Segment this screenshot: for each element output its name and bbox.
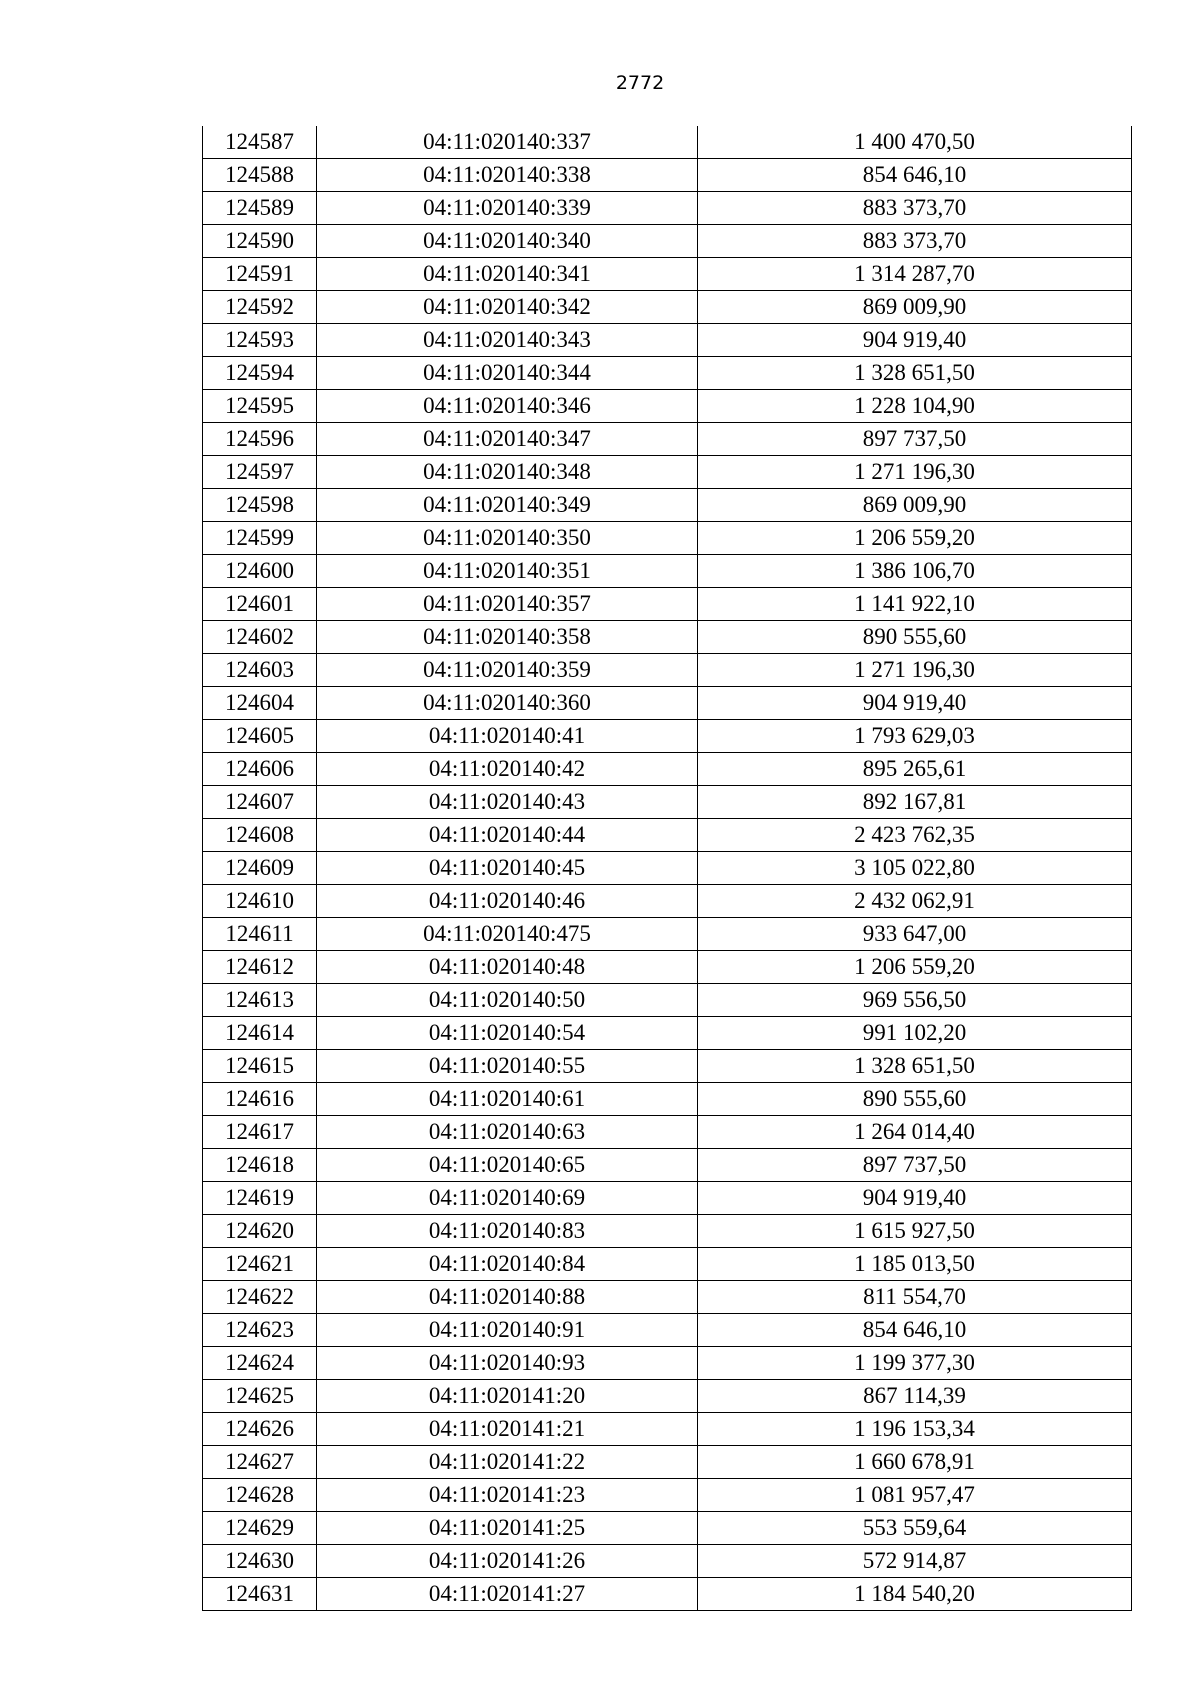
- cadastral-number-cell: 04:11:020140:84: [317, 1248, 698, 1281]
- cadastral-number-cell: 04:11:020140:338: [317, 159, 698, 192]
- row-number-cell: 124629: [203, 1512, 317, 1545]
- cadastral-value-cell: 883 373,70: [698, 192, 1132, 225]
- cadastral-number-cell: 04:11:020141:26: [317, 1545, 698, 1578]
- table-row: [203, 489, 1132, 522]
- cadastral-value-cell: 904 919,40: [698, 324, 1132, 357]
- row-number-cell: 124587: [203, 126, 317, 159]
- table-row: [203, 1050, 1132, 1083]
- table-row: [203, 522, 1132, 555]
- cadastral-value-cell: 3 105 022,80: [698, 852, 1132, 885]
- cadastral-number-cell: 04:11:020140:42: [317, 753, 698, 786]
- row-number-cell: 124625: [203, 1380, 317, 1413]
- cadastral-number-cell: 04:11:020140:69: [317, 1182, 698, 1215]
- cadastral-value-cell: 1 185 013,50: [698, 1248, 1132, 1281]
- cadastral-value-cell: 1 228 104,90: [698, 390, 1132, 423]
- table-row: [203, 1182, 1132, 1215]
- cadastral-number-cell: 04:11:020141:22: [317, 1446, 698, 1479]
- cadastral-value-cell: 1 793 629,03: [698, 720, 1132, 753]
- table-row: [203, 786, 1132, 819]
- cadastral-value-cell: 1 660 678,91: [698, 1446, 1132, 1479]
- table-row: [203, 1479, 1132, 1512]
- cadastral-number-cell: 04:11:020140:351: [317, 555, 698, 588]
- cadastral-value-cell: 1 141 922,10: [698, 588, 1132, 621]
- page-number: 2772: [615, 72, 665, 94]
- cadastral-number-cell: 04:11:020140:48: [317, 951, 698, 984]
- cadastral-value-cell: 883 373,70: [698, 225, 1132, 258]
- cadastral-number-cell: 04:11:020140:357: [317, 588, 698, 621]
- cadastral-value-cell: 890 555,60: [698, 1083, 1132, 1116]
- cadastral-value-cell: 1 271 196,30: [698, 456, 1132, 489]
- row-number-cell: 124602: [203, 621, 317, 654]
- cadastral-number-cell: 04:11:020140:342: [317, 291, 698, 324]
- table-row: [203, 621, 1132, 654]
- cadastral-value-cell: 2 432 062,91: [698, 885, 1132, 918]
- table-row: [203, 852, 1132, 885]
- cadastral-number-cell: 04:11:020141:20: [317, 1380, 698, 1413]
- cadastral-value-cell: 1 400 470,50: [698, 126, 1132, 159]
- row-number-cell: 124604: [203, 687, 317, 720]
- cadastral-value-cell: 854 646,10: [698, 1314, 1132, 1347]
- row-number-cell: 124596: [203, 423, 317, 456]
- cadastral-number-cell: 04:11:020140:41: [317, 720, 698, 753]
- cadastral-number-cell: 04:11:020140:46: [317, 885, 698, 918]
- cadastral-number-cell: 04:11:020140:337: [317, 126, 698, 159]
- row-number-cell: 124618: [203, 1149, 317, 1182]
- cadastral-value-cell: 1 196 153,34: [698, 1413, 1132, 1446]
- row-number-cell: 124605: [203, 720, 317, 753]
- cadastral-value-cell: 991 102,20: [698, 1017, 1132, 1050]
- cadastral-number-cell: 04:11:020140:350: [317, 522, 698, 555]
- table-row: [203, 1446, 1132, 1479]
- row-number-cell: 124593: [203, 324, 317, 357]
- table-row: [203, 1347, 1132, 1380]
- cadastral-number-cell: 04:11:020140:349: [317, 489, 698, 522]
- row-number-cell: 124615: [203, 1050, 317, 1083]
- cadastral-value-cell: 553 559,64: [698, 1512, 1132, 1545]
- cadastral-value-cell: 890 555,60: [698, 621, 1132, 654]
- row-number-cell: 124619: [203, 1182, 317, 1215]
- row-number-cell: 124603: [203, 654, 317, 687]
- table-row: [203, 1281, 1132, 1314]
- cadastral-number-cell: 04:11:020141:27: [317, 1578, 698, 1611]
- row-number-cell: 124616: [203, 1083, 317, 1116]
- cadastral-value-cell: 1 314 287,70: [698, 258, 1132, 291]
- cadastral-value-cell: 572 914,87: [698, 1545, 1132, 1578]
- cadastral-number-cell: 04:11:020140:43: [317, 786, 698, 819]
- row-number-cell: 124627: [203, 1446, 317, 1479]
- row-number-cell: 124589: [203, 192, 317, 225]
- table-row: [203, 1578, 1132, 1611]
- row-number-cell: 124611: [203, 918, 317, 951]
- table-row: [203, 1545, 1132, 1578]
- table-row: [203, 192, 1132, 225]
- cadastral-number-cell: 04:11:020140:358: [317, 621, 698, 654]
- cadastral-number-cell: 04:11:020140:54: [317, 1017, 698, 1050]
- cadastral-value-cell: 869 009,90: [698, 489, 1132, 522]
- cadastral-value-cell: 1 386 106,70: [698, 555, 1132, 588]
- cadastral-value-cell: 892 167,81: [698, 786, 1132, 819]
- table-row: [203, 126, 1132, 159]
- cadastral-value-cell: 854 646,10: [698, 159, 1132, 192]
- cadastral-number-cell: 04:11:020140:93: [317, 1347, 698, 1380]
- row-number-cell: 124592: [203, 291, 317, 324]
- cadastral-value-cell: 1 264 014,40: [698, 1116, 1132, 1149]
- cadastral-value-cell: 933 647,00: [698, 918, 1132, 951]
- cadastral-number-cell: 04:11:020140:360: [317, 687, 698, 720]
- row-number-cell: 124608: [203, 819, 317, 852]
- cadastral-number-cell: 04:11:020140:347: [317, 423, 698, 456]
- table-row: [203, 951, 1132, 984]
- row-number-cell: 124607: [203, 786, 317, 819]
- table-row: [203, 1017, 1132, 1050]
- table-row: [203, 588, 1132, 621]
- row-number-cell: 124626: [203, 1413, 317, 1446]
- table-row: [203, 258, 1132, 291]
- cadastral-number-cell: 04:11:020141:23: [317, 1479, 698, 1512]
- row-number-cell: 124621: [203, 1248, 317, 1281]
- table-row: [203, 1380, 1132, 1413]
- row-number-cell: 124610: [203, 885, 317, 918]
- row-number-cell: 124630: [203, 1545, 317, 1578]
- cadastral-number-cell: 04:11:020140:65: [317, 1149, 698, 1182]
- table-row: [203, 1116, 1132, 1149]
- cadastral-value-cell: 1 199 377,30: [698, 1347, 1132, 1380]
- cadastral-value-table: [202, 126, 1132, 1611]
- row-number-cell: 124597: [203, 456, 317, 489]
- table-row: [203, 1083, 1132, 1116]
- row-number-cell: 124591: [203, 258, 317, 291]
- cadastral-value-cell: 897 737,50: [698, 1149, 1132, 1182]
- cadastral-value-cell: 1 271 196,30: [698, 654, 1132, 687]
- row-number-cell: 124612: [203, 951, 317, 984]
- cadastral-value-cell: 811 554,70: [698, 1281, 1132, 1314]
- cadastral-number-cell: 04:11:020141:21: [317, 1413, 698, 1446]
- table-row: [203, 720, 1132, 753]
- row-number-cell: 124598: [203, 489, 317, 522]
- row-number-cell: 124631: [203, 1578, 317, 1611]
- row-number-cell: 124617: [203, 1116, 317, 1149]
- table-row: [203, 885, 1132, 918]
- cadastral-value-cell: 1 206 559,20: [698, 951, 1132, 984]
- cadastral-number-cell: 04:11:020140:88: [317, 1281, 698, 1314]
- table-row: [203, 819, 1132, 852]
- cadastral-number-cell: 04:11:020140:344: [317, 357, 698, 390]
- table-row: [203, 1512, 1132, 1545]
- cadastral-value-cell: 1 615 927,50: [698, 1215, 1132, 1248]
- cadastral-number-cell: 04:11:020140:83: [317, 1215, 698, 1248]
- cadastral-value-cell: 869 009,90: [698, 291, 1132, 324]
- table-row: [203, 984, 1132, 1017]
- table-row: [203, 918, 1132, 951]
- cadastral-value-cell: 2 423 762,35: [698, 819, 1132, 852]
- cadastral-value-cell: 895 265,61: [698, 753, 1132, 786]
- table-row: [203, 1149, 1132, 1182]
- row-number-cell: 124599: [203, 522, 317, 555]
- cadastral-number-cell: 04:11:020140:91: [317, 1314, 698, 1347]
- table-row: [203, 390, 1132, 423]
- row-number-cell: 124590: [203, 225, 317, 258]
- table-row: [203, 1413, 1132, 1446]
- cadastral-number-cell: 04:11:020140:346: [317, 390, 698, 423]
- row-number-cell: 124601: [203, 588, 317, 621]
- cadastral-number-cell: 04:11:020140:343: [317, 324, 698, 357]
- cadastral-number-cell: 04:11:020140:63: [317, 1116, 698, 1149]
- cadastral-value-cell: 969 556,50: [698, 984, 1132, 1017]
- table-row: [203, 555, 1132, 588]
- cadastral-value-cell: 897 737,50: [698, 423, 1132, 456]
- cadastral-value-cell: 1 184 540,20: [698, 1578, 1132, 1611]
- cadastral-value-cell: 867 114,39: [698, 1380, 1132, 1413]
- cadastral-number-cell: 04:11:020140:50: [317, 984, 698, 1017]
- table-row: [203, 291, 1132, 324]
- table-row: [203, 1314, 1132, 1347]
- table-row: [203, 456, 1132, 489]
- row-number-cell: 124623: [203, 1314, 317, 1347]
- table-row: [203, 159, 1132, 192]
- cadastral-number-cell: 04:11:020141:25: [317, 1512, 698, 1545]
- cadastral-number-cell: 04:11:020140:339: [317, 192, 698, 225]
- cadastral-number-cell: 04:11:020140:341: [317, 258, 698, 291]
- row-number-cell: 124609: [203, 852, 317, 885]
- cadastral-number-cell: 04:11:020140:44: [317, 819, 698, 852]
- table-row: [203, 753, 1132, 786]
- table-row: [203, 687, 1132, 720]
- cadastral-value-cell: 904 919,40: [698, 687, 1132, 720]
- row-number-cell: 124595: [203, 390, 317, 423]
- cadastral-number-cell: 04:11:020140:359: [317, 654, 698, 687]
- row-number-cell: 124628: [203, 1479, 317, 1512]
- row-number-cell: 124624: [203, 1347, 317, 1380]
- row-number-cell: 124600: [203, 555, 317, 588]
- table-body: [203, 126, 1132, 1611]
- cadastral-number-cell: 04:11:020140:348: [317, 456, 698, 489]
- cadastral-value-cell: 1 081 957,47: [698, 1479, 1132, 1512]
- table-row: [203, 423, 1132, 456]
- row-number-cell: 124622: [203, 1281, 317, 1314]
- cadastral-number-cell: 04:11:020140:340: [317, 225, 698, 258]
- table-row: [203, 324, 1132, 357]
- row-number-cell: 124613: [203, 984, 317, 1017]
- cadastral-number-cell: 04:11:020140:475: [317, 918, 698, 951]
- table-row: [203, 1248, 1132, 1281]
- table-row: [203, 1215, 1132, 1248]
- table-row: [203, 225, 1132, 258]
- cadastral-value-cell: 1 206 559,20: [698, 522, 1132, 555]
- row-number-cell: 124588: [203, 159, 317, 192]
- cadastral-value-cell: 904 919,40: [698, 1182, 1132, 1215]
- cadastral-value-cell: 1 328 651,50: [698, 357, 1132, 390]
- cadastral-number-cell: 04:11:020140:45: [317, 852, 698, 885]
- row-number-cell: 124594: [203, 357, 317, 390]
- cadastral-value-cell: 1 328 651,50: [698, 1050, 1132, 1083]
- cadastral-number-cell: 04:11:020140:61: [317, 1083, 698, 1116]
- row-number-cell: 124606: [203, 753, 317, 786]
- row-number-cell: 124614: [203, 1017, 317, 1050]
- cadastral-number-cell: 04:11:020140:55: [317, 1050, 698, 1083]
- table-row: [203, 357, 1132, 390]
- row-number-cell: 124620: [203, 1215, 317, 1248]
- table-row: [203, 654, 1132, 687]
